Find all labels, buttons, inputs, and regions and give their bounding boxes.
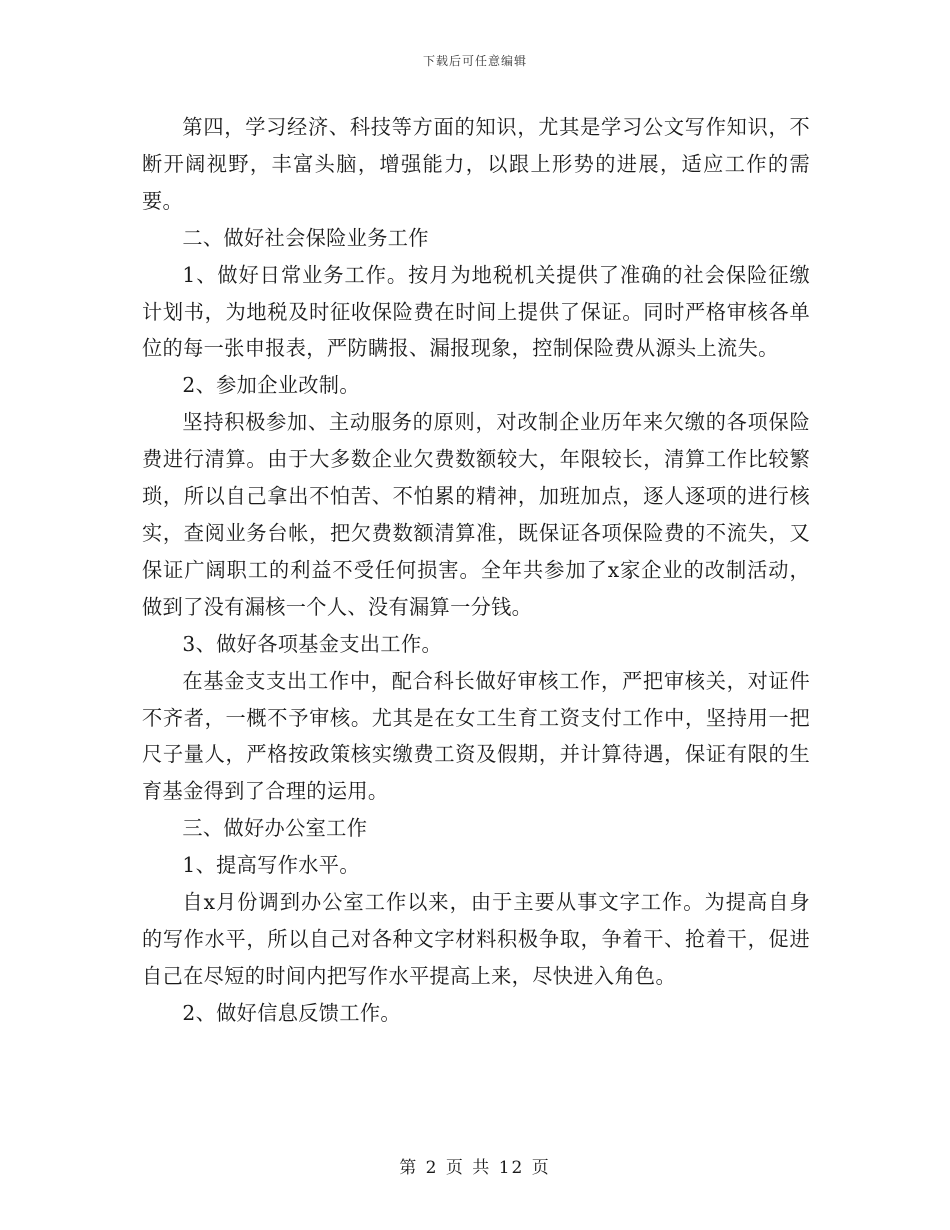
subsection-heading: 2、参加企业改制。: [182, 373, 360, 398]
paragraph: 自x月份调到办公室工作以来，由于主要从事文字工作。为提高自身的写作水平，所以自己对各种文字材料积极争取，争着干、抢着干，促进自己在尽短的时间内把写作水平提高上来，尽快进入角色。: [142, 890, 810, 988]
document-body: [142, 109, 810, 1032]
header-note: 下载后可任意编辑: [422, 54, 527, 68]
paragraph: 在基金支支出工作中，配合科长做好审核工作，严把审核关，对证件不齐者，一概不予审核。尤其是在女工生育工资支付工作中，坚持用一把尺子量人，严格按政策核实缴费工资及假期，并计算待遇，保证有限的生育基金得到了合理的运用。: [142, 668, 810, 804]
page-number: 第 2 页 共 12 页: [399, 1158, 551, 1178]
subsection-heading: 1、提高写作水平。: [182, 853, 360, 878]
subsection-heading: 3、做好各项基金支出工作。: [182, 631, 443, 656]
section-heading: 三、做好办公室工作: [182, 816, 368, 841]
paragraph: 坚持积极参加、主动服务的原则，对改制企业历年来欠缴的各项保险费进行清算。由于大多数企业欠费数额较大，年限较长，清算工作比较繁琐，所以自己拿出不怕苦、不怕累的精神，加班加点，逐人逐项的进行核实，查阅业务台帐，把欠费数额清算准，既保证各项保险费的不流失，又保证广阔职工的利益不受任何损害。全年共参加了x家企业的改制活动，做到了没有漏核一个人、没有漏算一分钱。: [142, 410, 810, 619]
subsection-heading: 2、做好信息反馈工作。: [182, 1000, 401, 1025]
section-heading: 二、做好社会保险业务工作: [182, 225, 429, 250]
paragraph: 1、做好日常业务工作。按月为地税机关提供了准确的社会保险征缴计划书，为地税及时征收保险费在时间上提供了保证。同时严格审核各单位的每一张申报表，严防瞒报、漏报现象，控制保险费从源头上流失。: [142, 262, 810, 361]
paragraph: 第四，学习经济、科技等方面的知识，尤其是学习公文写作知识，不断开阔视野，丰富头脑，增强能力，以跟上形势的进展，适应工作的需要。: [142, 115, 810, 213]
